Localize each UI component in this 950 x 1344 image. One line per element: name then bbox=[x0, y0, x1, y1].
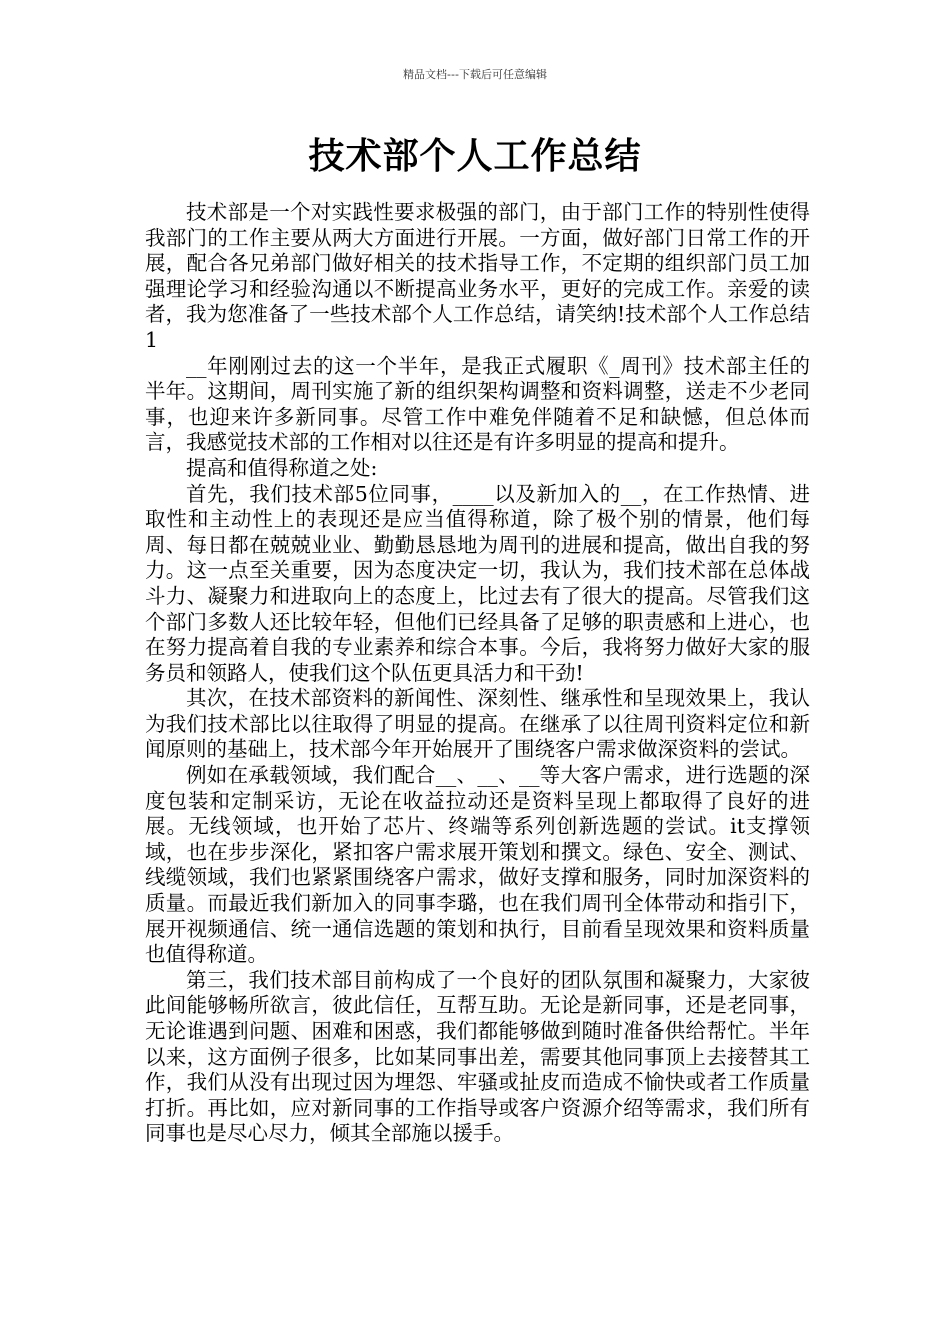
document-title: 技术部个人工作总结 bbox=[308, 136, 642, 177]
paragraph-examples: 例如在承载领域，我们配合__、__、__等大客户需求，进行选题的深度包装和定制采访，无论在收益拉动还是资料呈现上都取得了良好的进展。无线领域，也开始了芯片、终端等系列创新选题的尝试。it支撑领域，也在步步深化，紧扣客户需求展开策划和撰文。绿色、安全、测试、线缆领域，我们也紧紧围绕客户需求，做好支撑和服务，同时加深资料的质量。而最近我们新加入的同事李璐，也在我们周刊全体带动和指引下，展开视频通信、统一通信选题的策划和执行，目前看呈现效果和资料质量也值得称道。 bbox=[145, 763, 810, 967]
paragraph-half-year: __年刚刚过去的这一个半年，是我正式履职《_周刊》技术部主任的半年。这期间，周刊实施了新的组织架构调整和资料调整，送走不少老同事，也迎来许多新同事。尽管工作中难免伴随着不足和缺憾，但总体而言，我感觉技术部的工作相对以往还是有许多明显的提高和提升。 bbox=[145, 353, 810, 455]
paragraph-intro: 技术部是一个对实践性要求极强的部门，由于部门工作的特别性使得我部门的工作主要从两大方面进行开展。一方面，做好部门日常工作的开展，配合各兄弟部门做好相关的技术指导工作，不定期的组织部门员工加强理论学习和经验沟通以不断提高业务水平，更好的完成工作。亲爱的读者，我为您准备了一些技术部个人工作总结，请笑纳!技术部个人工作总结1 bbox=[145, 200, 810, 352]
document-body bbox=[145, 200, 810, 1147]
paragraph-second-point: 其次，在技术部资料的新闻性、深刻性、继承性和呈现效果上，我认为我们技术部比以往取得了明显的提高。在继承了以往周刊资料定位和新闻原则的基础上，技术部今年开始展开了围绕客户需求做深资料的尝试。 bbox=[145, 686, 810, 762]
header-note: 精品文档---下载后可任意编辑 bbox=[403, 68, 547, 81]
paragraph-third-point: 第三，我们技术部目前构成了一个良好的团队氛围和凝聚力，大家彼此间能够畅所欲言，彼此信任，互帮互助。无论是新同事，还是老同事，无论谁遇到问题、困难和困惑，我们都能够做到随时准备供给帮忙。半年以来，这方面例子很多，比如某同事出差，需要其他同事顶上去接替其工作，我们从没有出现过因为埋怨、牢骚或扯皮而造成不愉快或者工作质量打折。再比如，应对新同事的工作指导或客户资源介绍等需求，我们所有同事也是尽心尽力，倾其全部施以援手。 bbox=[145, 967, 810, 1146]
paragraph-first-point: 首先，我们技术部5位同事，____以及新加入的__，在工作热情、进取性和主动性上的表现还是应当值得称道，除了极个别的情景，他们每周、每日都在兢兢业业、勤勤恳恳地为周刊的进展和提高，做出自我的努力。这一点至关重要，因为态度决定一切，我认为，我们技术部在总体战斗力、凝聚力和进取向上的态度上，比过去有了很大的提高。尽管我们这个部门多数人还比较年轻，但他们已经具备了足够的职责感和上进心，也在努力提高着自我的专业素养和综合本事。今后，我将努力做好大家的服务员和领路人，使我们这个队伍更具活力和干劲! bbox=[145, 481, 810, 685]
paragraph-highlights-heading: 提高和值得称道之处: bbox=[186, 455, 378, 480]
